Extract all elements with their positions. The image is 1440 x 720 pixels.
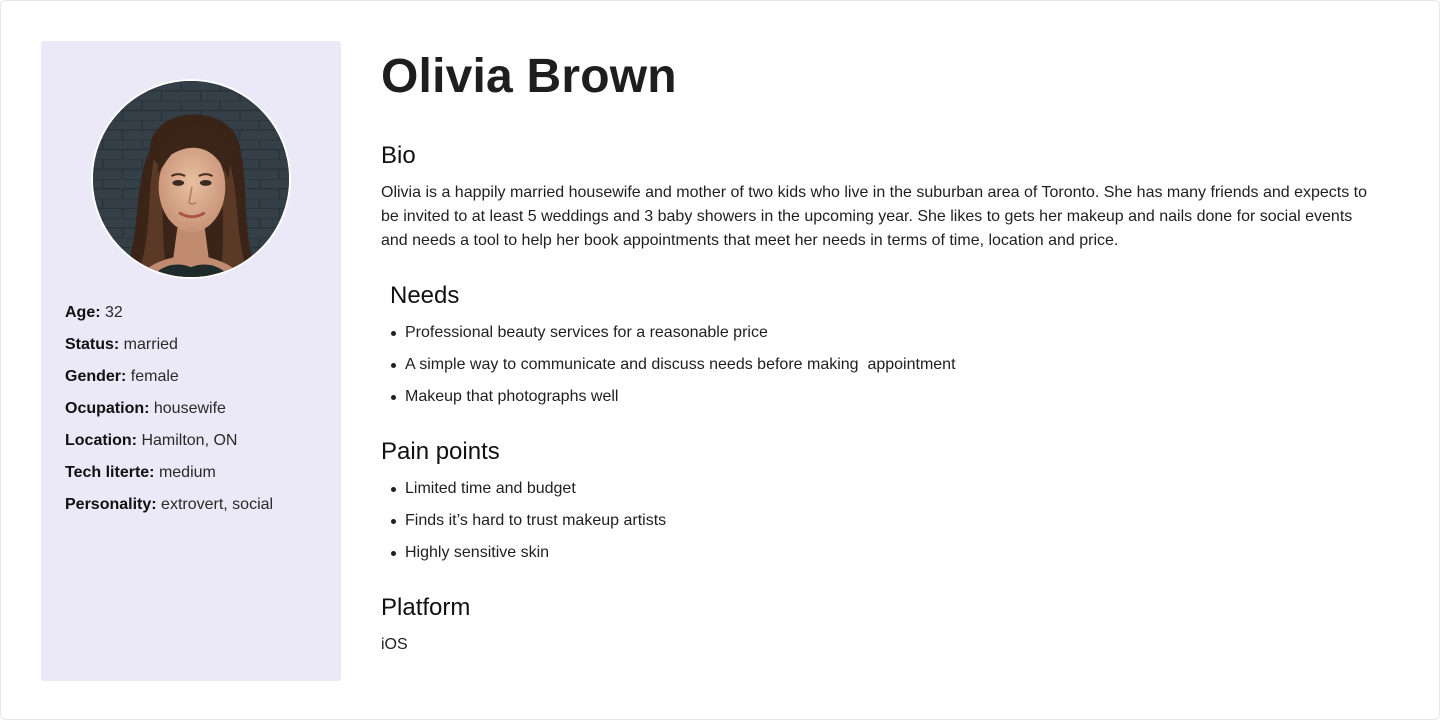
list-item: Limited time and budget	[381, 479, 666, 499]
fact-occupation: Ocupation: housewife	[65, 400, 226, 417]
fact-personality: Personality: extrovert, social	[65, 496, 274, 513]
persona-sidebar	[41, 41, 341, 681]
avatar	[91, 79, 291, 279]
platform-value: iOS	[381, 636, 408, 653]
needs-heading: Needs	[390, 282, 460, 309]
bio-text: Olivia is a happily married housewife and mother of two kids who live in the suburban area of Toronto. She has many friends and expects to be invited to at least 5 weddings and 3 baby showers in the upcoming year. She likes to gets her makeup and nails done for social events and needs a tool to help her book appointments that meet her needs in terms of time, location and price.	[381, 184, 1368, 249]
list-item: Makeup that photographs well	[381, 387, 956, 407]
fact-tech-literacy: Tech literte: medium	[65, 464, 216, 481]
needs-list	[381, 323, 956, 419]
woman-portrait-photo-icon	[93, 81, 289, 277]
fact-gender: Gender: female	[65, 368, 179, 385]
pain-points-list	[381, 479, 666, 575]
persona-name: Olivia Brown	[381, 50, 677, 103]
list-item: Professional beauty services for a reasonable price	[381, 323, 956, 343]
fact-location: Location: Hamilton, ON	[65, 432, 238, 449]
platform-heading: Platform	[381, 594, 471, 621]
persona-facts	[65, 303, 273, 527]
fact-status: Status: married	[65, 336, 178, 353]
list-item: Finds it’s hard to trust makeup artists	[381, 511, 666, 531]
pain-points-heading: Pain points	[381, 438, 500, 465]
fact-age: Age: 32	[65, 304, 123, 321]
list-item: A simple way to communicate and discuss needs before making appointment	[381, 355, 956, 375]
bio-heading: Bio	[381, 142, 416, 169]
list-item: Highly sensitive skin	[381, 543, 666, 563]
